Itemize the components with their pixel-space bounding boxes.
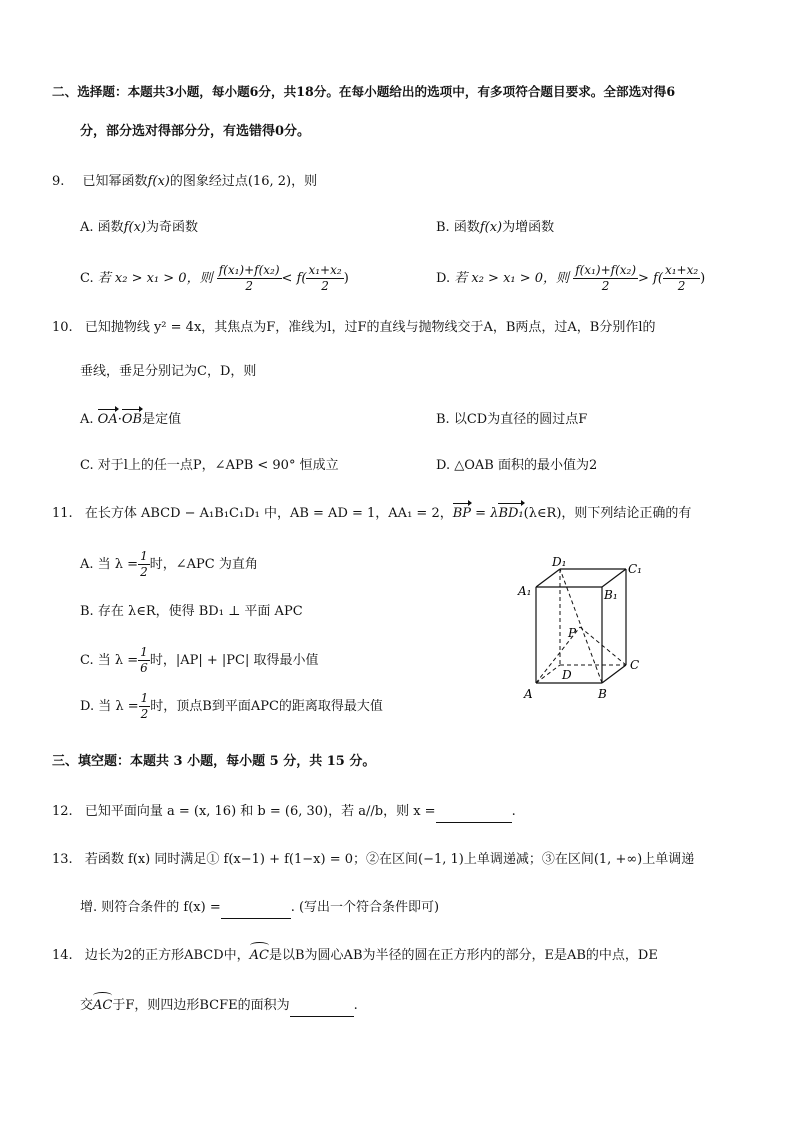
- diagonal-bd1: [560, 569, 602, 683]
- vector-oa: OA: [98, 410, 118, 430]
- question-12: 12. 已知平面向量 a = (x, 16) 和 b = (6, 30)，若 a//b，则 x = .: [52, 802, 516, 823]
- fraction: $\frac{\text{f(x₁)+f(x₂)}}{2}$: [575, 263, 637, 293]
- question-10-stem-line-2: 垂线，垂足分别记为C，D，则: [80, 364, 257, 379]
- question-9-option-b: B. 函数f(x)为增函数: [436, 220, 555, 235]
- answer-blank: [290, 996, 354, 1017]
- label-b1: B₁: [604, 588, 618, 602]
- section-2-header-line-2: 分，部分选对得部分分，有选错得0分。: [80, 124, 311, 139]
- question-number: 13.: [52, 852, 73, 867]
- question-number: 11.: [52, 506, 73, 521]
- vector-ob: OB: [122, 410, 142, 430]
- question-11-option-d: D. 当 λ = $\frac{1}{2}$ 时，顶点B到平面APC的距离取得最大值: [80, 691, 383, 721]
- question-number: 10.: [52, 320, 73, 335]
- vector-bd1: BD₁: [498, 504, 523, 524]
- edge-bc: [602, 665, 626, 683]
- label-a1: A₁: [518, 584, 532, 598]
- question-10-option-d: D. △OAB 面积的最小值为2: [436, 458, 598, 473]
- question-11-option-c: C. 当 λ = $\frac{1}{6}$ 时，|AP| + |PC| 取得最小值: [80, 645, 319, 675]
- label-c: C: [630, 658, 640, 672]
- question-14-stem-line-2: 交AC于F，则四边形BCFE的面积为 .: [80, 996, 358, 1017]
- question-14-stem-line-1: 14. 边长为2的正方形ABCD中，AC是以B为圆心AB为半径的圆在正方形内的部分，E是AB的中点，DE: [52, 946, 658, 966]
- answer-blank: [436, 802, 512, 823]
- label-d1: D₁: [552, 555, 567, 569]
- edge-a1d1: [536, 569, 560, 587]
- fraction: $\frac{1}{6}$: [140, 645, 148, 675]
- question-11-option-a: A. 当 λ = $\frac{1}{2}$ 时，∠APC 为直角: [80, 549, 258, 579]
- question-11-option-b: B. 存在 λ∈R，使得 BD₁ ⊥ 平面 APC: [80, 604, 303, 619]
- edge-ad: [536, 665, 560, 683]
- fraction: $\frac{\text{x₁+x₂}}{2}$: [308, 263, 342, 293]
- vector-bp: BP: [453, 504, 471, 524]
- question-10-option-a: A. OA·OB是定值: [80, 410, 181, 430]
- segment-pc: [580, 627, 626, 665]
- answer-blank: [221, 898, 291, 919]
- fraction: $\frac{\text{x₁+x₂}}{2}$: [664, 263, 699, 293]
- question-9-option-c: C. 若 x₂ > x₁ > 0，则 $\frac{\text{f(x₁)+f(x₂)}}{2}$ < f( $\frac{\text{x₁+x₂}}{2}$ ): [80, 263, 349, 293]
- label-p: P: [568, 626, 577, 640]
- question-13-stem-line-1: 13. 若函数 f(x) 同时满足① f(x−1) + f(1−x) = 0；②在区间(−1, 1)上单调递减；③在区间(1, +∞)上单调递: [52, 852, 695, 867]
- label-d: D: [562, 668, 572, 682]
- section-2-header-line-1: 二、选择题：本题共3小题，每小题6分，共18分。在每小题给出的选项中，有多项符合题目要求。全部选对得6: [52, 84, 676, 99]
- edge-b1c1: [602, 569, 626, 587]
- question-number: 9.: [52, 174, 65, 189]
- question-10-stem-line-1: 10. 已知抛物线 y² = 4x，其焦点为F，准线为l，过F的直线与抛物线交于A，B两点，过A，B分别作l的: [52, 320, 656, 335]
- question-number: 14.: [52, 948, 73, 963]
- label-b: B: [598, 687, 607, 701]
- question-number: 12.: [52, 804, 73, 819]
- fraction: $\frac{\text{f(x₁)+f(x₂)}}{2}$: [218, 263, 280, 293]
- question-9-option-a: A. 函数f(x)为奇函数: [80, 220, 198, 235]
- fraction: $\frac{1}{2}$: [140, 549, 148, 579]
- arc-ac: AC: [250, 946, 269, 966]
- question-10-option-c: C. 对于l上的任一点P，∠APB < 90° 恒成立: [80, 458, 339, 473]
- question-13-stem-line-2: 增. 则符合条件的 f(x) = . (写出一个符合条件即可): [80, 898, 439, 919]
- question-11-stem: 11. 在长方体 ABCD − A₁B₁C₁D₁ 中，AB = AD = 1，AA₁ = 2，BP = λBD₁(λ∈R)，则下列结论正确的有: [52, 504, 691, 524]
- arc-ac: AC: [93, 996, 112, 1016]
- question-9-option-d: D. 若 x₂ > x₁ > 0，则 $\frac{\text{f(x₁)+f(x₂)}}{2}$ > f( $\frac{\text{x₁+x₂}}{2}$ ): [436, 263, 706, 293]
- cuboid-figure: [510, 555, 650, 705]
- question-10-option-b: B. 以CD为直径的圆过点F: [436, 412, 588, 427]
- section-3-header: 三、填空题：本题共 3 小题，每小题 5 分，共 15 分。: [52, 754, 376, 769]
- question-9-stem: 9. 已知幂函数f(x)的图象经过点(16, 2)，则: [52, 174, 318, 189]
- fraction: $\frac{1}{2}$: [140, 691, 149, 721]
- label-c1: C₁: [628, 562, 642, 576]
- label-a: A: [524, 687, 533, 701]
